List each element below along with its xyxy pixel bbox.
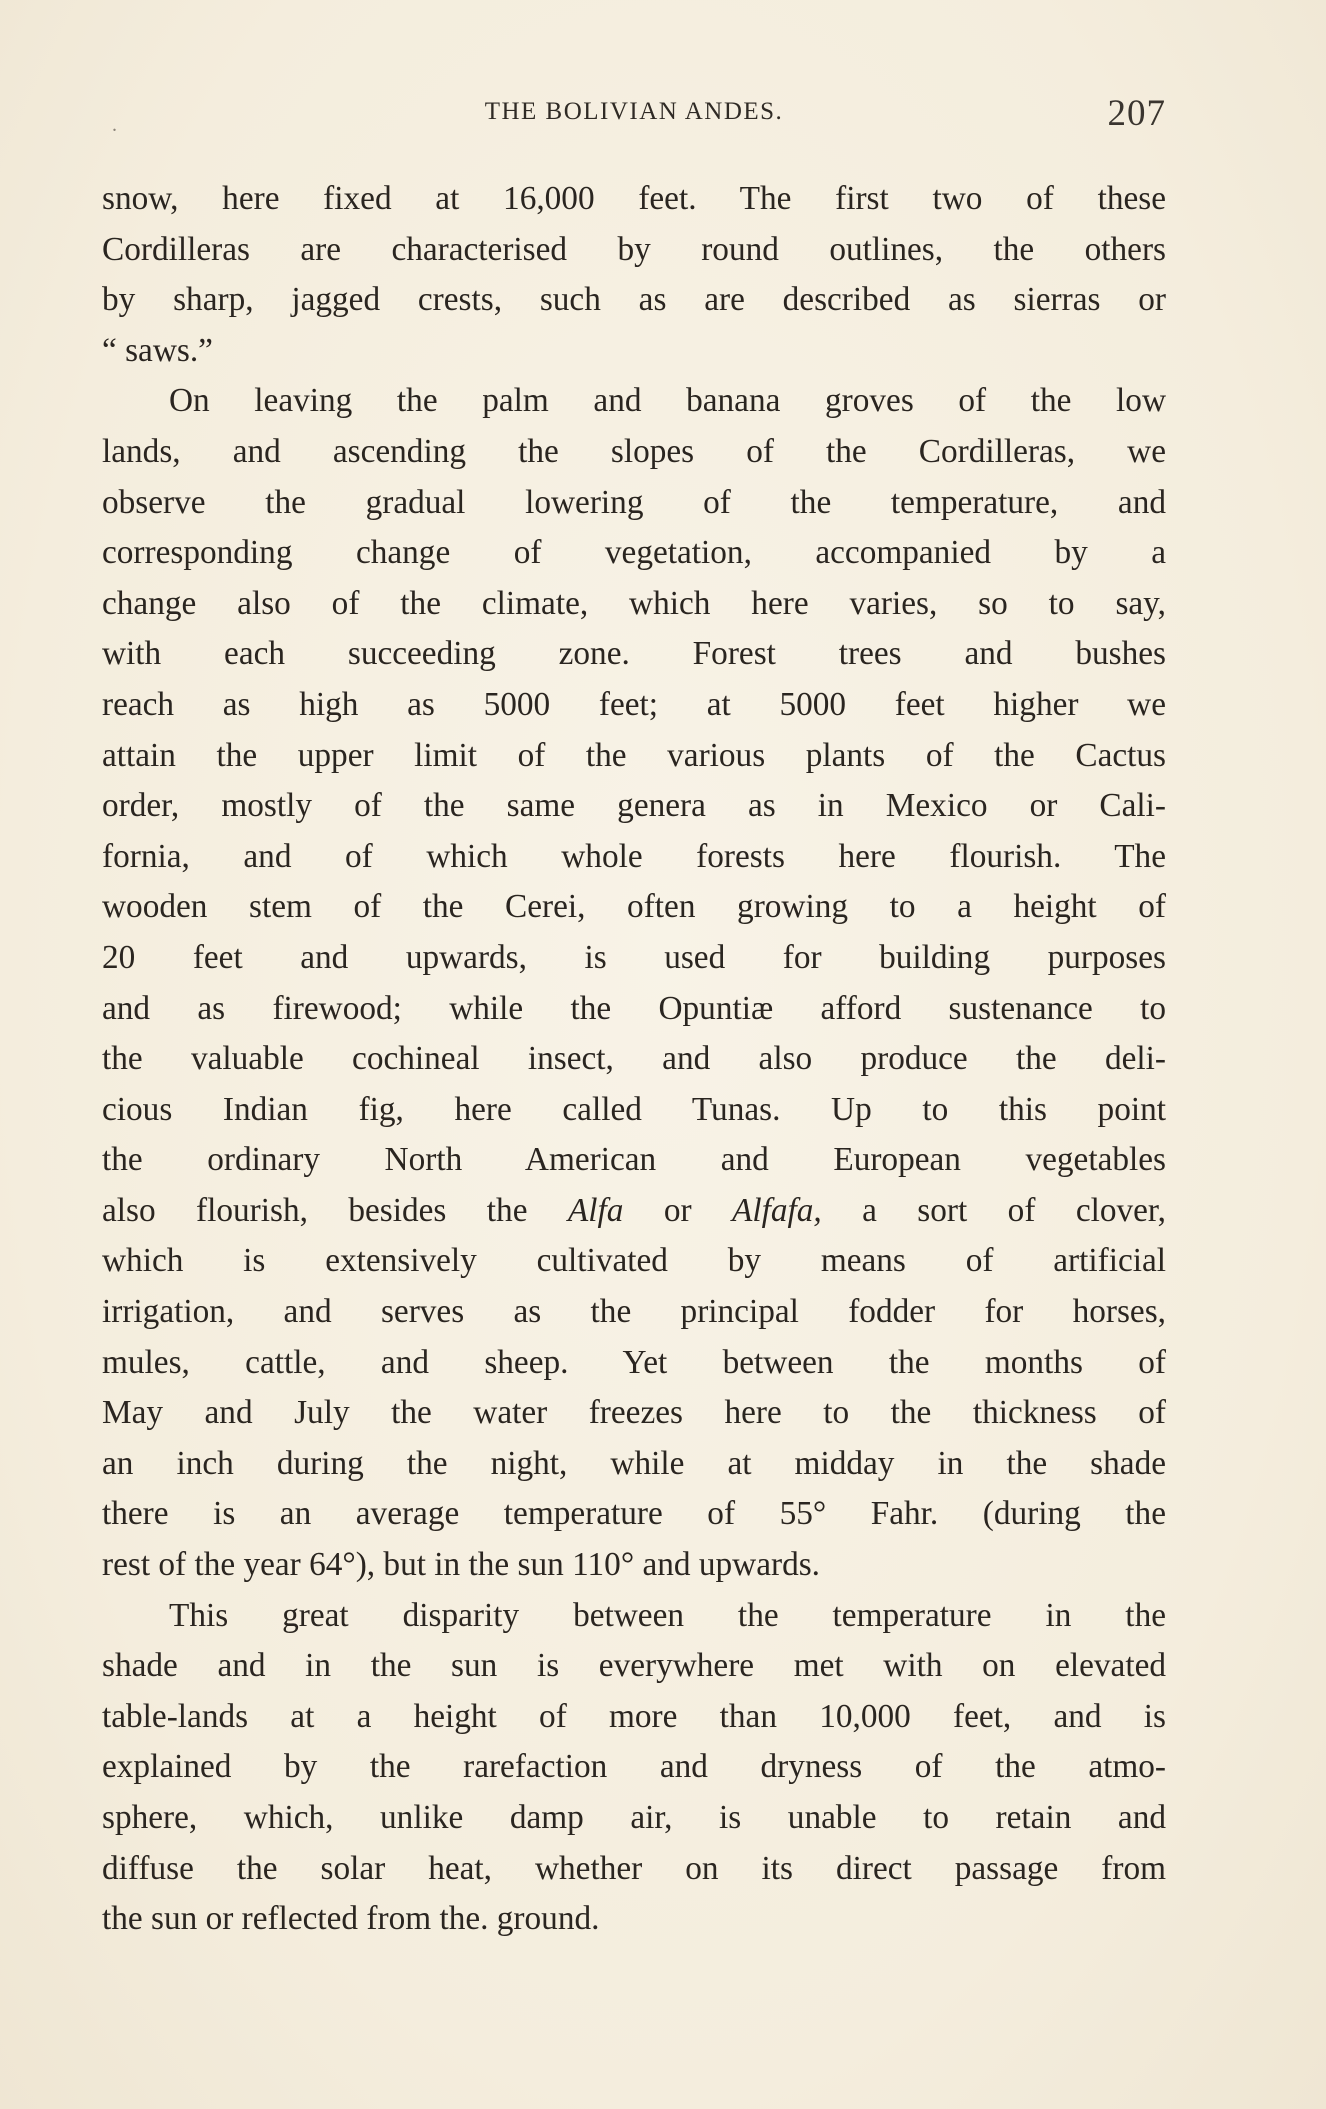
text-run: May and July the water freezes here to the thickness of bbox=[102, 1394, 1166, 1432]
text-line bbox=[102, 933, 1166, 984]
text-run: which is extensively cultivated by means of artificial bbox=[102, 1242, 1166, 1280]
text-run: lands, and ascending the slopes of the Cordilleras, we bbox=[102, 432, 1166, 470]
text-line bbox=[102, 1591, 1166, 1642]
text-line bbox=[102, 326, 1166, 377]
text-run: 20 feet and upwards, is used for building purposes bbox=[102, 938, 1166, 976]
text-run: Cordilleras are characterised by round outlines, the others bbox=[102, 230, 1166, 268]
text-run: explained by the rarefaction and dryness of the atmo- bbox=[102, 1748, 1166, 1786]
header-mark: . bbox=[112, 114, 117, 136]
text-run: the valuable cochineal insect, and also produce the deli- bbox=[102, 1040, 1166, 1078]
text-run: fornia, and of which whole forests here flourish. The bbox=[102, 837, 1166, 875]
text-line bbox=[102, 1338, 1166, 1389]
text-line bbox=[102, 1844, 1166, 1895]
text-run: a sort of clover, bbox=[821, 1191, 1167, 1229]
text-line bbox=[102, 1135, 1166, 1186]
text-line bbox=[102, 1287, 1166, 1338]
text-line bbox=[102, 1742, 1166, 1793]
text-run: observe the gradual lowering of the temperature, and bbox=[102, 483, 1166, 521]
text-run: “ saws.” bbox=[102, 331, 213, 369]
text-run: an inch during the night, while at midday in the shade bbox=[102, 1444, 1166, 1482]
text-line bbox=[102, 427, 1166, 478]
text-run: corresponding change of vegetation, accompanied by a bbox=[102, 534, 1166, 572]
text-run: mules, cattle, and sheep. Yet between the months of bbox=[102, 1343, 1166, 1381]
paragraph bbox=[102, 1591, 1166, 1945]
text-line bbox=[102, 1186, 1166, 1237]
text-line bbox=[102, 781, 1166, 832]
text-line bbox=[102, 1085, 1166, 1136]
running-title: THE BOLIVIAN ANDES. bbox=[484, 98, 784, 125]
text-line bbox=[102, 1692, 1166, 1743]
text-run: shade and in the sun is everywhere met with on elevated bbox=[102, 1647, 1166, 1685]
body-text bbox=[102, 174, 1166, 1945]
text-line bbox=[102, 1236, 1166, 1287]
text-run: and as firewood; while the Opuntiæ afford sustenance to bbox=[102, 989, 1166, 1027]
text-run: wooden stem of the Cerei, often growing to a height of bbox=[102, 888, 1166, 926]
text-line bbox=[102, 1540, 1166, 1591]
text-line bbox=[102, 1489, 1166, 1540]
page-number: 207 bbox=[1107, 93, 1166, 134]
text-line bbox=[102, 478, 1166, 529]
text-run: by sharp, jagged crests, such as are described as sierras or bbox=[102, 281, 1166, 319]
running-head bbox=[102, 92, 1166, 142]
text-line bbox=[102, 275, 1166, 326]
text-run: This great disparity between the temperature in the bbox=[169, 1596, 1166, 1634]
text-run: also flourish, besides the bbox=[102, 1191, 568, 1229]
italic-term: Alfa bbox=[567, 1191, 624, 1229]
text-line bbox=[102, 1894, 1166, 1945]
text-run: or bbox=[623, 1191, 732, 1229]
paragraph bbox=[102, 376, 1166, 1590]
text-line bbox=[102, 579, 1166, 630]
text-line bbox=[102, 528, 1166, 579]
paragraph bbox=[102, 174, 1166, 376]
text-line bbox=[102, 1439, 1166, 1490]
text-line bbox=[102, 832, 1166, 883]
text-run: with each succeeding zone. Forest trees and bushes bbox=[102, 635, 1166, 673]
text-line bbox=[102, 680, 1166, 731]
text-run: diffuse the solar heat, whether on its direct passage from bbox=[102, 1849, 1166, 1887]
text-run: irrigation, and serves as the principal fodder for horses, bbox=[102, 1293, 1166, 1331]
text-run: there is an average temperature of 55° Fahr. (during the bbox=[102, 1495, 1166, 1533]
text-run: table-lands at a height of more than 10,000 feet, and is bbox=[102, 1697, 1166, 1735]
text-line bbox=[102, 1034, 1166, 1085]
text-line bbox=[102, 225, 1166, 276]
text-run: the sun or reflected from the. ground. bbox=[102, 1900, 600, 1938]
text-line bbox=[102, 1388, 1166, 1439]
text-run: sphere, which, unlike damp air, is unable to retain and bbox=[102, 1799, 1166, 1836]
text-line bbox=[102, 882, 1166, 933]
text-line bbox=[102, 1793, 1166, 1844]
text-line bbox=[102, 731, 1166, 782]
text-line bbox=[102, 984, 1166, 1035]
text-line bbox=[102, 629, 1166, 680]
text-run: the ordinary North American and European vegetables bbox=[102, 1141, 1166, 1179]
text-run: snow, here fixed at 16,000 feet. The first two of these bbox=[102, 180, 1166, 217]
text-line bbox=[102, 376, 1166, 427]
text-run: On leaving the palm and banana groves of the low bbox=[169, 382, 1166, 420]
text-run: cious Indian fig, here called Tunas. Up to this point bbox=[102, 1090, 1166, 1128]
text-run: reach as high as 5000 feet; at 5000 feet higher we bbox=[102, 685, 1166, 723]
text-run: order, mostly of the same genera as in Mexico or Cali- bbox=[102, 787, 1166, 825]
text-run: rest of the year 64°), but in the sun 110° and upwards. bbox=[102, 1546, 820, 1584]
italic-term: Alfafa, bbox=[731, 1191, 822, 1229]
text-line bbox=[102, 174, 1166, 225]
text-line bbox=[102, 1641, 1166, 1692]
text-run: attain the upper limit of the various plants of the Cactus bbox=[102, 736, 1166, 774]
text-run: change also of the climate, which here varies, so to say, bbox=[102, 584, 1166, 622]
